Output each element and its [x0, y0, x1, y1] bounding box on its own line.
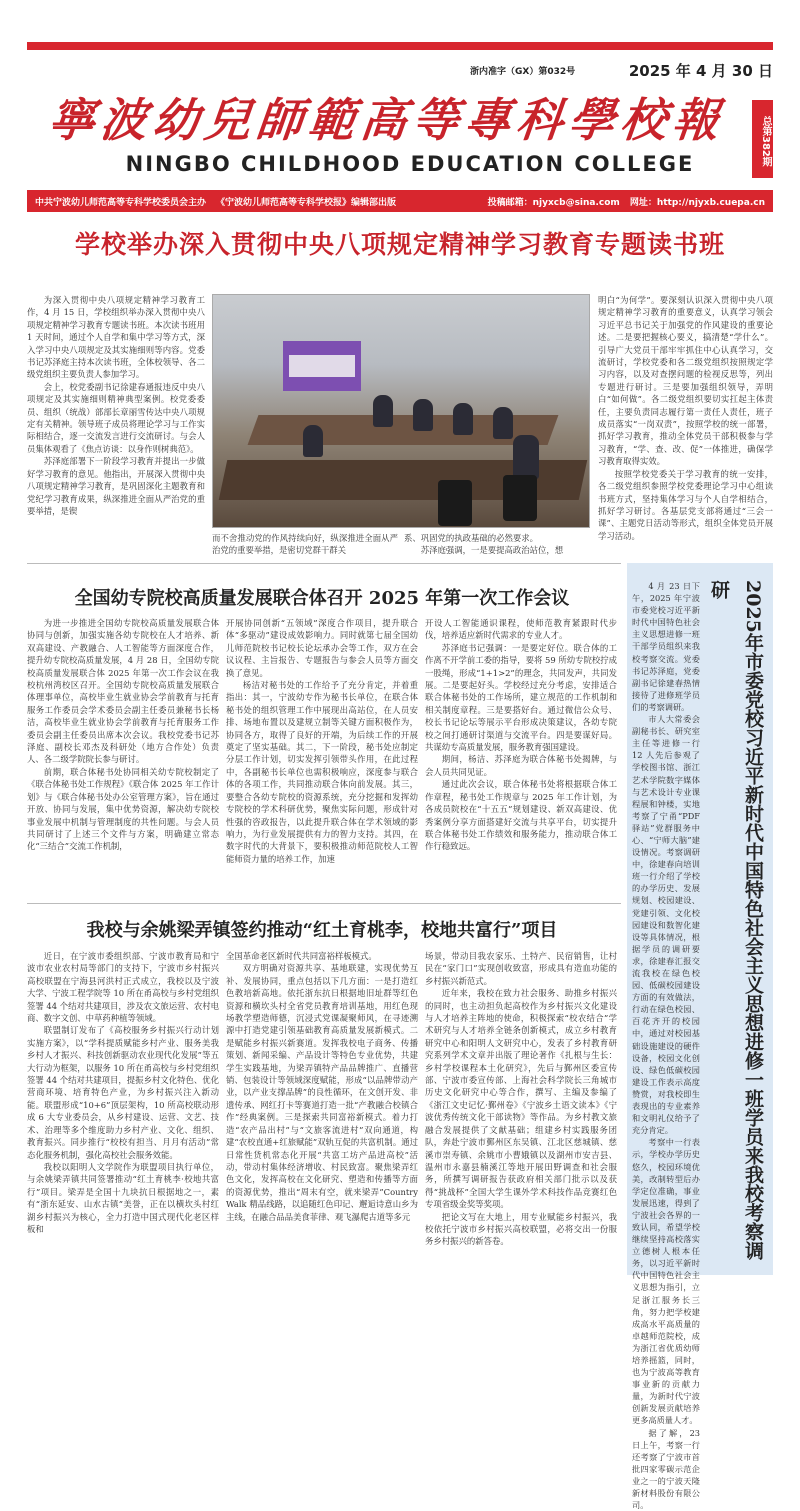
paragraph: 为深入贯彻中央八项规定精神学习教育工作，4 月 15 日，学校组织举办深入贯彻中央八项规定精神学习教育专题读书班。本次读书班用 1 天时间，通过个人自学和集中学习等方式，深入学习中央八项规定及其实施细则等内容。党委书记苏泽庭主持本次读书班，全体校领导、各二级党组织主要负责人参加学习。 [27, 295, 205, 380]
top-red-bar [27, 42, 773, 50]
projection-screen [283, 341, 361, 391]
attendee [493, 407, 513, 439]
chair [438, 480, 472, 526]
paragraph: 市人大常委会副秘书长、研究室主任等进修一行 12 人先后参观了学校图书馆、浙江艺术学院数字媒体与艺术设计专业课程展和钟楼，实地考察了宁甬“PDF 驿站”党群服务中心、“宁师大脑”建设情况。考察调研中，徐建春向培训班一行介绍了学校的办学历史、发展规划、校园建设、党建引领、文化校园建设和数智化建设等具体情况，根据学员的调研要求，徐建春汇报交流我校在绿色校园、低碳校园建设方面的有效做法，行动在绿色校园、百花齐开的校园中，通过对校园基础设施建设的硬件设备，校园文化创设、绿色低碳校园建设工作表示高度赞赏，对我校即生表现出的专业素养和文明礼仪给予了充分肯定。 [632, 714, 700, 1136]
masthead [27, 82, 747, 152]
paragraph: 系、巩固党的执政基础的必然要求。 [404, 533, 538, 543]
sidebar-headline: 2025年市委党校习近平新时代中国特色社会主义思想进修一班学员来我校考察调研 [708, 580, 764, 1260]
sponsor-text: 中共宁波幼儿师范高等专科学校委员会主办 [35, 197, 207, 208]
info-bar [27, 190, 773, 212]
article2-column-2 [226, 617, 418, 899]
paragraph: 苏泽庭部署下一阶段学习教育并提出一步做好学习教育的意见。他指出，开展深入贯彻中央八项规定精神学习教育，是巩固深化主题教育和党纪学习教育成果，纵深推进全面从严治党的重要举措，是锲 [27, 456, 205, 516]
permit-number: 浙内准字（GX）第032号 [470, 67, 576, 77]
attendee [303, 425, 323, 457]
website-link[interactable]: 网址：http://njyxb.cuepa.cn [629, 197, 765, 208]
attendee [513, 435, 539, 479]
paragraph: 据了解，23 日上午，考察一行还考察了宁波市首批四家零碳示范企业之一的宁波天隆新材料股份有限公司。 [632, 1427, 700, 1511]
article2-headline: 全国幼专院校高质量发展联合体召开 2025 年第一次工作会议 [74, 588, 570, 609]
article3-column-3 [425, 950, 617, 1280]
article1-column-4 [598, 294, 773, 556]
paragraph: 联盟制订发布了《高校服务乡村振兴行动计划实施方案》，以“学科提质赋能乡村产业、服务美我乡村人才振兴、科技创新驱动农业现代化发展”等五大行动为框架，以服务 10 所在甬高校与乡村党组织签署 44 个结对共建项目，提振乡村文化特色、优化营商环境、培育特色产业，为乡村振兴注入新动能。联盟形成“10+6”顶层架构，10 所高校联动形成 6 大专业委员会，从乡村建设、运营、文艺、技术、治理等多个维度助力乡村产业、文化、组织、教育振兴。同步推行“校校有担当、月月有活动”常态化服务机制，强化高校社会服务效能。 [27, 1025, 219, 1160]
issue-number-tab: 总第382期 [752, 100, 773, 178]
paragraph: 近年来，我校在致力社会服务、助推乡村振兴的同时，也主动担负起高校作为乡村振兴文化建设与人才培养主阵地的使命，积极探索“校农结合”学术研究与人才培养全链条创新模式，成立乡村教育研究中心和阳明人文研究中心，发表了乡村教育研究系列学术文章并出版了理论著作《扎根与生长：乡村学校课程本土化研究》，先后与鄞州区委宣传部、宁波市委宣传部、上海社会科学院长三角城市历史文化研究中心等合作，撰写、主编及参编了《浙江文史记忆·鄞州卷》《宁波乡土语文读本》《宁波优秀传统文化干部读物》等作品。为乡村教文旅融合发展提供了文献基础；组建乡村实践服务团队，奔赴宁波市鄞州区东吴镇、江北区慈城镇、慈溪市崇寿镇、余姚市小曹娥镇以及湖州市安吉县、温州市永嘉县楠溪江等地开展田野调查和社会服务，所撰写调研报告获政府相关部门批示以及获得“挑战杯”全国大学生课外学术科技作品竞赛红色专项省级金奖等奖项。 [425, 988, 617, 1210]
section-divider [27, 903, 621, 904]
paragraph: 4 月 23 日下午，2025 年宁波市委党校习近平新时代中国特色社会主义思想进修一班干部学员组织来我校考察交流。党委书记苏泽庭，党委副书记徐建春热情接待了进修班学员们的考察调研。 [632, 581, 700, 712]
paragraph: 我校以阳明人文学院作为联盟项目执行单位，与余姚梁弄镇共同签署推动“红土育桃李·校地共富行”项目。梁弄是全国十九块抗日根据地之一，素有“浙东延安、山水古镇”美誉，正在以横坎头村红湖乡村振兴为核心，全力打造中国式现代化老区样板和 [27, 1161, 219, 1234]
paragraph: 双方明确对资源共享、基地联建，实现优势互补、发展协同，重点包括以下几方面：一是打造红色教培新高地。依托浙东抗日根据地旧址群等红色资源和横坎头村全省党员教育培训基地，用红色现场教学塑造师德，沉浸式党课凝聚师风，在寻迹溯源中打造党建引领基础教育高质量发展新模式。二是赋能乡村振兴新赛道。发挥我校电子商务、传播策划、新闻采编、产品设计等特色专业优势，共建学生实践基地，为梁弄镇特产品品牌推广、直播营销、包装设计等领域深度赋能，形成“以品牌带动产业，以产业支撑品牌”的良性循环，在文创开发、非遗传承、网红打卡等赛道打造一批“产教融合校镇合作”经典案例。三是探索共同富裕新模式。着力打造“农产品出村”与“文旅客流进村”双向通道，构建“农校直通+红旅赋能”双轨互促的共富机制。通过日常性货机常态化开展“共富工坊产品进高校”活动，带动村集体经济增收、村民致富。聚焦梁弄红色文化，发挥高校在文化研究、塑造和传播等方面的资源优势，推出“周末有空，就来梁弄”Country Walk 精品线路，以追随红色印记、邂逅诗意山乡为主线，在融合品品美食菲律、观飞瀑爬古道等多元 [226, 963, 418, 1222]
paragraph: 明白“为何学”。要深刻认识深入贯彻中央八项规定精神学习教育的重要意义，认真学习领会习近平总书记关于加强党的作风建设的重要论述。二是要把握核心要义，搞清楚“学什么”。引导广大党员干部牢牢抓住中心认真学习，交流研讨，学校党委和各二级党组织按照规定学习内容，以及对查摆问题的检视反思等，列出专题进行研讨。三是要加强组织领导，弄明白“如何做”。各二级党组织要切实扛起主体责任，主要负责同志履行第一责任人责任，班子成员落实“一岗双责”，按照学校的统一部署，抓好学习教育，推动全体党员干部积极参与学习教育，“学、查、改、促”一体推进，确保学习教育取得实效。 [598, 295, 773, 467]
paragraph: 期间，杨洁、苏泽庭为联合体秘书处揭牌，与会人员共同见证。 [425, 754, 617, 777]
paragraph: 把论文写在大地上，用专业赋能乡村振兴，我校依托宁波市乡村振兴高校联盟，必将交出一份服务乡村振兴的新答卷。 [425, 1211, 617, 1247]
article3-column-1 [27, 950, 219, 1280]
paragraph: 苏泽庭书记强调：一是要定好位。联合体的工作离不开学前工委的指导，要将 59 所幼专院校拧成一股绳，形成“1+1>2”的理念，共同发声，共同发展。二是要起好头。学校经过充分考虑，安排适合联合体秘书处的工作场所，建立规范的工作机制和相关制度章程。三是要搭好台。通过微信公众号、校长书记论坛等展示平台形成决策建议，各幼专院校之间打通研讨渠道与交流平台。四是要谋好局。共谋幼专高质量发展，服务教育强国建设。 [425, 642, 617, 753]
article3-headline: 我校与余姚梁弄镇签约推动“红土育桃李，校地共富行”项目 [86, 920, 558, 941]
paragraph: 苏泽庭强调，一是要提高政治站位，想 [420, 545, 564, 556]
paragraph: 考察中一行表示，学校办学历史悠久，校园环境优美，改制转型后办学定位准确，事业发展迅速，得到了宁波社会各界的一致认同，希望学校继续坚持高校落实立德树人根本任务，以习近平新时代中国特色社会主义思想为指引，立足浙江服务长三角，努力把学校建成高水平高质量的卓越师范院校，成为浙江省优质幼师培养摇篮，同时，也为宁波高等教育事业新的贡献力量，为新时代宁波创新发展贡献培养更多高质量人才。 [632, 1137, 700, 1426]
publication-date: 2025 年 4 月 30 日 [628, 62, 773, 80]
attendee [453, 403, 473, 435]
paragraph: 场景，带动目我农家乐、土特产、民宿销售，让村民在“家门口”实现创收致富，形成具有造血功能的乡村振兴新范式。 [425, 951, 617, 986]
chair [503, 475, 537, 521]
attendee [373, 395, 393, 427]
attendee [413, 399, 433, 431]
paragraph: 而不舍推动党的作风持续向好，纵深推进全面从严治党的重要举措，是密切党群干群关 [212, 533, 398, 556]
paragraph: 杨洁对秘书处的工作给予了充分肯定，并着重指出：其一，宁波幼专作为秘书长单位，在联合体秘书处的组织管理工作中展现出高站位，在人员安排、场地布置以及建规立制等关键方面积极作为，协同各方，取得了良好的开端，为后续工作的开展奠定了坚实基础。其二，下一阶段，秘书处应制定分层工作计划，切实发挥引领带头作用，在此过程中，各副秘书长单位也需积极响应，深度参与联合体的各项工作，共同推动联合体向前发展。其三，要整合各幼专院校的资源系统，充分挖掘和发挥幼专院校的学术科研优势，聚焦实际问题，形成针对性强的咨政报告，以此提升联合体在学术领域的影响力，为行业发展提供有力的智力支持。其四，在数字时代的大背景下，要积极推动师范院校人工智能师资力量的培养工作，加速 [226, 680, 418, 864]
article1-under-photo-a [212, 532, 398, 558]
paragraph: 近日，在宁波市委组织部、宁波市教育局和宁波市农业农村局等部门的支持下，宁波市乡村振兴高校联盟在宁海县河洪村正式成立，我校以及宁波大学、宁波工程学院等 10 所在甬高校与乡村党组织签署 44 个结对共建项目，涉及农文旅运营、农村电商、数字文创、中草药种植等领域。 [27, 951, 219, 1024]
sidebar-body [632, 580, 700, 1511]
paragraph: 全国革命老区新时代共同富裕样板模式。 [226, 951, 377, 961]
english-school-name: NINGBO CHILDHOOD EDUCATION COLLEGE [125, 152, 695, 176]
article2-column-3 [425, 617, 617, 899]
paragraph: 按照学校党委关于学习教育的统一安排，各二级党组织参照学校党委理论学习中心组读书班方式，坚持集体学习与个人自学相结合，抓好学习研讨。各基层党支部将通过“三会一课”、主题党日活动等形式，组织全体党员开展学习活动。 [598, 468, 773, 541]
reading-class-photo [212, 294, 590, 528]
article2-column-1 [27, 617, 219, 899]
paragraph: 开设人工智能通识课程，使师范教育紧跟时代步伐，培养适应新时代需求的专业人才。 [425, 618, 617, 641]
paragraph: 前期，联合体秘书处协同相关幼专院校制定了《联合体秘书处工作规程》《联合体 2025 年工作计划》与《联合体秘书处办公室管理方案》，旨在通过开放、协同与发展，集中优势资源，解决幼专院校事业发展中机制与管理制度的共性问题。与会人员共同研讨了上述三个文件与方案，明确建立常态化“三结合”交流工作机制， [27, 766, 219, 852]
paragraph: 开展协同创新“五领域”深度合作项目，提升联合体“多驱动”建设成效影响力。同时就第七届全国幼儿师范院校书记校长论坛承办会等工作，双方在会议议程、主旨报告、专题报告与参会人员等方面交换了意见。 [226, 618, 418, 678]
submission-email[interactable]: 投稿邮箱：njyxcb@sina.com [487, 197, 620, 208]
article1-under-photo-b [404, 532, 590, 558]
masthead-title: 寧波幼兒師範高等專科學校報 [45, 93, 728, 147]
article3-column-2 [226, 950, 418, 1280]
editor-text: 《宁波幼儿师范高等专科学校报》编辑部出版 [216, 197, 397, 208]
issue-line [440, 60, 773, 80]
paragraph: 会上，校党委副书记徐建春通报违反中央八项规定及其实施细则精神典型案例。校党委委员、组织（统战）部部长章丽雪传达中央八项规定有关精神。领导班子成员将理论学习与工作实际相结合，逐一交流发言进行交流研讨。与会人员集体观看了《焦点访谈：以身作则树典范》。 [27, 381, 205, 454]
article1-column-1 [27, 294, 205, 528]
section-divider [27, 563, 621, 564]
paragraph: 为进一步推进全国幼专院校高质量发展联合体协同与创新，加强实施各幼专院校在人才培养、新双高建设、产教融合、人工智能等方面深度合作，提升幼专院校高质量发展，4 月 28 日，全国幼专院校高质量发展联合体 2025 年第一次工作会议在我校杭州湾校区召开。全国幼专院校高质量发展联合体理事单位，高校毕业生就业协会学前教育与托育服务工作委员会学术委员会副主任委员兼秘书长杨洁，高校毕业生就业协会学前教育与托育服务工作委员会副主任委员出席本次会议。我校党委书记苏泽庭、副校长邓杰及科研处（地方合作处）负责人、各二级学院院长参与研讨。 [27, 618, 219, 765]
lead-article-headline: 学校举办深入贯彻中央八项规定精神学习教育专题读书班 [74, 230, 725, 259]
paragraph: 通过此次会议，联合体秘书处将根据联合体工作章程，秘书处工作规章与 2025 年工作计划，为各成员院校在“十五五”规划建设、新双高建设、优秀案例分享方面搭建好交流与共享平台，切实提升联合体秘书处工作绩效和服务能力，推动联合体工作行稳致远。 [425, 779, 617, 852]
